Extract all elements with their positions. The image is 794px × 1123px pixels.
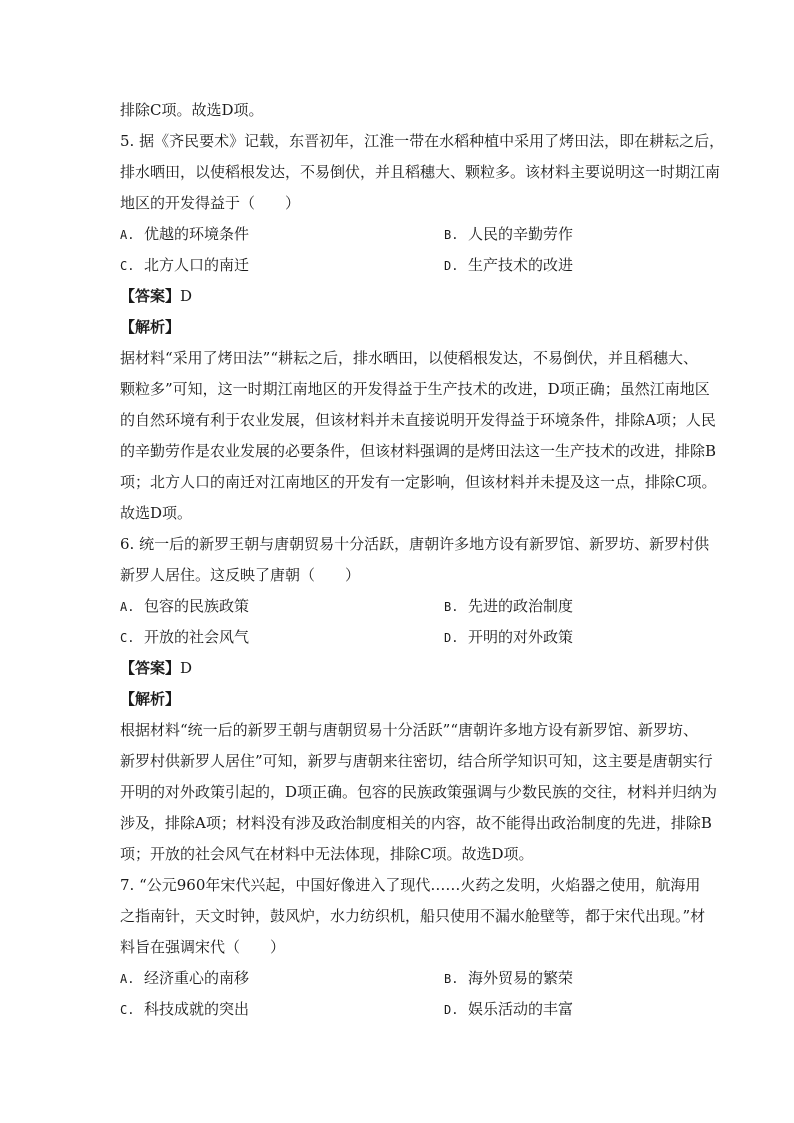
question-6 <box>120 529 718 870</box>
question-stem-line: 地区的开发得益于（ ） <box>120 194 301 212</box>
answer-label: 【答案】 <box>120 659 181 677</box>
answer-line <box>120 653 678 684</box>
option-d <box>444 250 573 281</box>
analysis-line: 项；北方人口的南迁对江南地区的开发有一定影响，但该材料并未提及这一点，排除C项。 <box>120 473 717 491</box>
analysis-line: 开明的对外政策引起的，D项正确。包容的民族政策强调与少数民族的交往，材料并归纳为 <box>120 783 718 801</box>
question-5 <box>120 126 725 529</box>
question-stem-line: 5. 据《齐民要术》记载，东晋初年，江淮一带在水稻种植中采用了烤田法，即在耕耘之后， <box>120 132 725 150</box>
option-label: C. <box>120 1003 135 1017</box>
option-text: 包容的民族政策 <box>144 597 250 615</box>
analysis-line: 新罗村供新罗人居住”可知，新罗与唐朝来往密切，结合所学知识可知，这主要是唐朝实行 <box>120 752 713 770</box>
option-text: 开明的对外政策 <box>468 628 574 646</box>
option-label: C. <box>120 631 135 645</box>
option-b <box>444 591 573 622</box>
option-d <box>444 622 573 653</box>
option-a <box>120 963 444 994</box>
option-text: 北方人口的南迁 <box>144 256 250 274</box>
option-d <box>444 994 573 1025</box>
option-label: B. <box>444 600 459 614</box>
question-stem-line: 7. “公元960年宋代兴起，中国好像进入了现代……火药之发明，火焰器之使用，航海用 <box>120 876 701 894</box>
option-a <box>120 219 444 250</box>
analysis-line: 颗粒多”可知，这一时期江南地区的开发得益于生产技术的改进，D项正确；虽然江南地区 <box>120 380 710 398</box>
analysis-line: 据材料“采用了烤田法”“耕耘之后，排水晒田，以使稻根发达，不易倒伏，并且稻穗大、 <box>120 349 699 367</box>
option-text: 生产技术的改进 <box>468 256 574 274</box>
option-label: D. <box>444 1003 459 1017</box>
options-row <box>120 250 678 281</box>
options-row <box>120 994 678 1025</box>
answer-label: 【答案】 <box>120 287 181 305</box>
options-row <box>120 622 678 653</box>
option-text: 先进的政治制度 <box>468 597 574 615</box>
analysis-label: 【解析】 <box>120 690 181 708</box>
option-text: 经济重心的南移 <box>144 969 250 987</box>
option-text: 科技成就的突出 <box>144 1000 250 1018</box>
answer-value: D <box>180 287 193 305</box>
option-text: 开放的社会风气 <box>144 628 250 646</box>
analysis-line: 的辛勤劳作是农业发展的必要条件，但该材料强调的是烤田法这一生产技术的改进，排除B <box>120 442 717 460</box>
question-stem-line: 之指南针，天文时钟，鼓风炉，水力纺织机，船只使用不漏水舱壁等，都于宋代出现。”材 <box>120 907 706 925</box>
option-label: B. <box>444 972 459 986</box>
option-label: D. <box>444 631 459 645</box>
analysis-label: 【解析】 <box>120 318 181 336</box>
analysis-line: 项；开放的社会风气在材料中无法体现，排除C项。故选D项。 <box>120 845 534 863</box>
answer-line <box>120 281 678 312</box>
analysis-line: 的自然环境有利于农业发展，但该材料并未直接说明开发得益于环境条件，排除A项；人民 <box>120 411 716 429</box>
options-row <box>120 219 678 250</box>
question-stem-line: 新罗人居住。这反映了唐朝（ ） <box>120 566 361 584</box>
option-text: 海外贸易的繁荣 <box>468 969 574 987</box>
option-label: A. <box>120 972 135 986</box>
question-7 <box>120 870 706 1025</box>
options-row <box>120 963 678 994</box>
option-c <box>120 622 444 653</box>
option-label: A. <box>120 600 135 614</box>
option-text: 娱乐活动的丰富 <box>468 1000 574 1018</box>
analysis-line: 根据材料“统一后的新罗王朝与唐朝贸易十分活跃”“唐朝许多地方设有新罗馆、新罗坊、 <box>120 721 699 739</box>
option-a <box>120 591 444 622</box>
option-label: C. <box>120 259 135 273</box>
option-b <box>444 219 573 250</box>
option-label: A. <box>120 228 135 242</box>
previous-answer-tail: 排除C项。故选D项。 <box>120 101 264 119</box>
option-text: 人民的辛勤劳作 <box>468 225 574 243</box>
document-page <box>120 95 725 1025</box>
question-stem-line: 6. 统一后的新罗王朝与唐朝贸易十分活跃，唐朝许多地方设有新罗馆、新罗坊、新罗村供 <box>120 535 710 553</box>
option-c <box>120 250 444 281</box>
option-b <box>444 963 573 994</box>
option-label: D. <box>444 259 459 273</box>
option-text: 优越的环境条件 <box>144 225 250 243</box>
analysis-line: 故选D项。 <box>120 504 193 522</box>
option-c <box>120 994 444 1025</box>
option-label: B. <box>444 228 459 242</box>
options-row <box>120 591 678 622</box>
question-stem-line: 排水晒田，以使稻根发达，不易倒伏，并且稻穗大、颗粒多。该材料主要说明这一时期江南 <box>120 163 721 181</box>
analysis-line: 涉及，排除A项；材料没有涉及政治制度相关的内容，故不能得出政治制度的先进，排除B <box>120 814 712 832</box>
answer-value: D <box>180 659 193 677</box>
question-stem-line: 料旨在强调宋代（ ） <box>120 938 286 956</box>
